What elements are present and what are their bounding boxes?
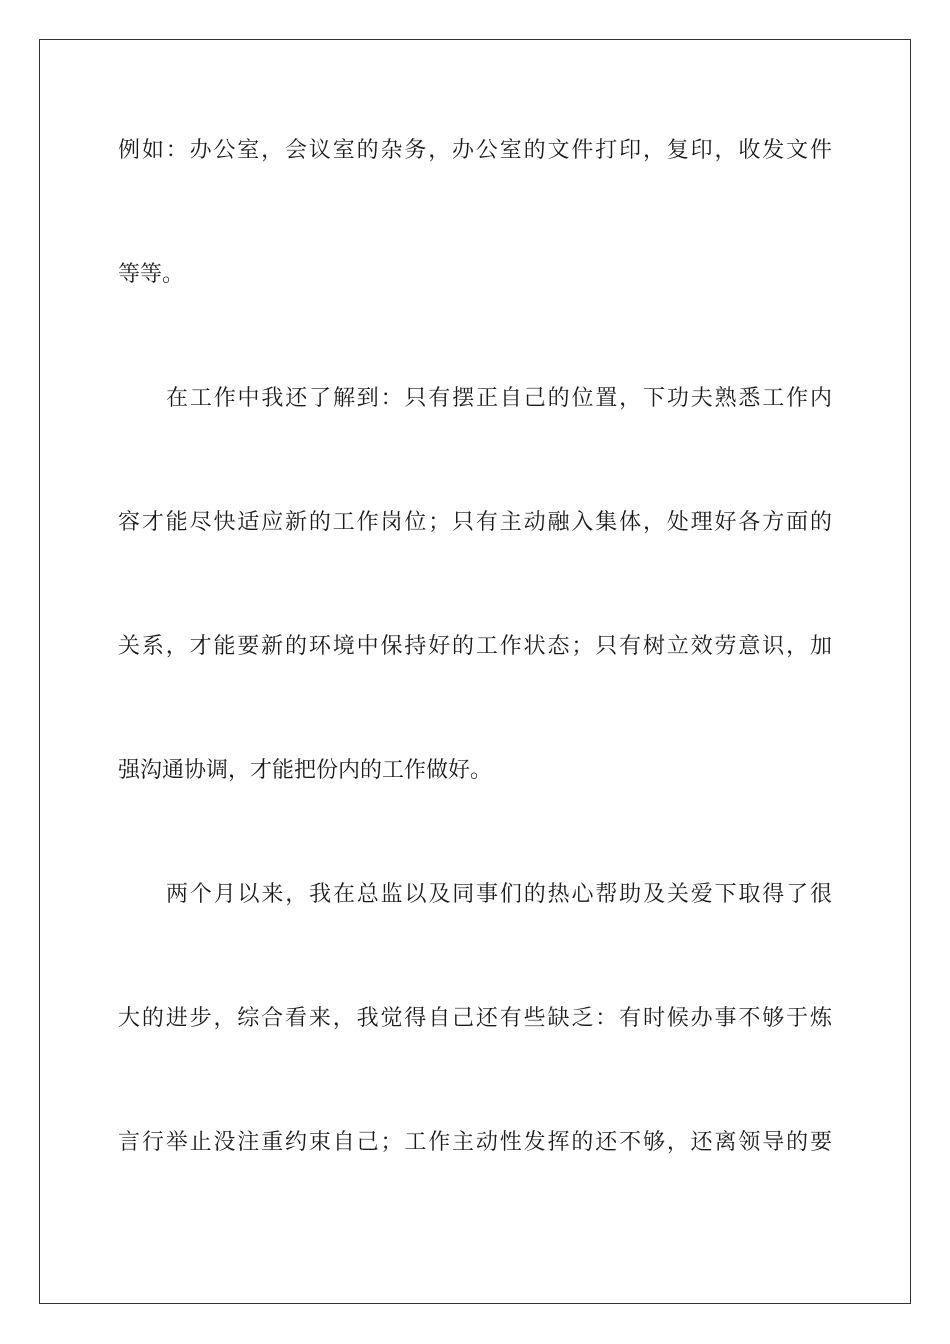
text-line: 大的进步，综合看来，我觉得自己还有些缺乏：有时候办事不够于炼 bbox=[118, 1006, 832, 1031]
text-line: 关系，才能要新的环境中保持好的工作状态；只有树立效劳意识，加 bbox=[118, 634, 832, 659]
text-line: 强沟通协调，才能把份内的工作做好。 bbox=[118, 758, 493, 783]
text-line: 例如：办公室，会议室的杂务，办公室的文件打印，复印，收发文件 bbox=[118, 138, 832, 163]
text-line: 言行举止没注重约束自己；工作主动性发挥的还不够，还离领导的要 bbox=[118, 1130, 832, 1155]
page-border bbox=[39, 39, 911, 1304]
text-line: 等等。 bbox=[118, 262, 185, 287]
text-line: 容才能尽快适应新的工作岗位；只有主动融入集体，处理好各方面的 bbox=[118, 510, 832, 535]
paragraph-first-line: 在工作中我还了解到：只有摆正自己的位置，下功夫熟悉工作内 bbox=[166, 386, 832, 411]
paragraph-first-line: 两个月以来，我在总监以及同事们的热心帮助及关爱下取得了很 bbox=[166, 882, 832, 907]
